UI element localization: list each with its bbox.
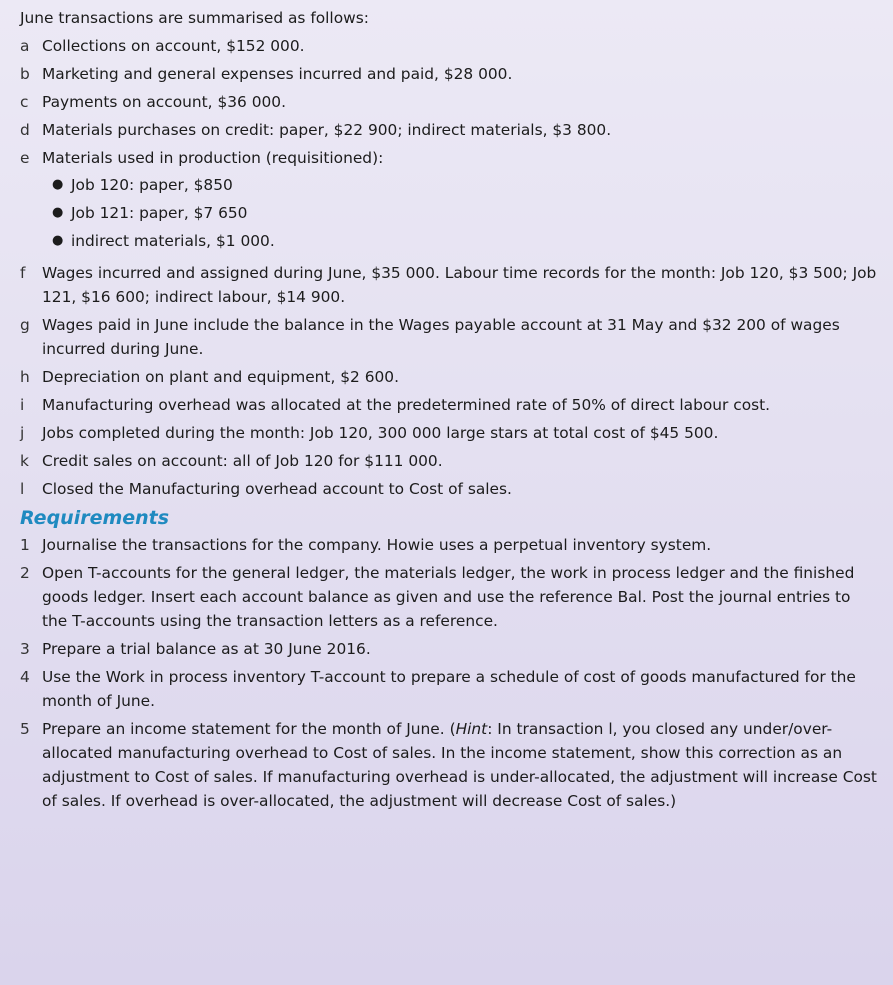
transaction-letter: c <box>20 93 29 111</box>
transaction-item-h <box>20 365 879 389</box>
transaction-body <box>42 146 879 257</box>
requirement-text-part: : In transaction l, you closed any under/over-allocated manufacturing overhead to Cost of sales. In the income statement, show this correction as an adjustment to Cost of sales. If manufacturing overhead is under-allocated, the adjustment will increase Cost of sales. If overhead is over-allocated, the adjustment will decrease Cost of sales.) <box>42 720 877 810</box>
bullet-item <box>42 173 879 197</box>
requirement-item-1 <box>20 533 879 557</box>
transaction-text: Jobs completed during the month: Job 120, 300 000 large stars at total cost of $45 500. <box>42 424 719 442</box>
transaction-item-k <box>20 449 879 473</box>
bullet-list <box>42 173 879 253</box>
transaction-item-g <box>20 313 879 361</box>
transaction-item-c <box>20 90 879 114</box>
requirements-heading: Requirements <box>20 507 170 529</box>
bullet-text: Job 120: paper, $850 <box>71 176 233 194</box>
requirement-item-2 <box>20 561 879 633</box>
transaction-text: Manufacturing overhead was allocated at the predetermined rate of 50% of direct labour cost. <box>42 396 771 414</box>
transaction-text: Collections on account, $152 000. <box>42 37 305 55</box>
requirement-item-5 <box>20 717 879 813</box>
bullet-icon: ● <box>52 233 64 248</box>
requirement-item-3 <box>20 637 879 661</box>
transaction-text: Materials used in production (requisitioned): <box>42 149 384 167</box>
hint-label: Hint <box>455 720 488 738</box>
requirement-text: Prepare a trial balance as at 30 June 2016. <box>42 640 371 658</box>
transaction-letter: b <box>20 65 30 83</box>
requirement-number: 3 <box>20 640 30 658</box>
requirement-text: Journalise the transactions for the company. Howie uses a perpetual inventory system. <box>42 536 712 554</box>
transaction-letter: g <box>20 316 30 334</box>
transaction-item-l <box>20 477 879 501</box>
requirement-number: 1 <box>20 536 30 554</box>
transaction-letter: e <box>20 149 30 167</box>
requirement-text: Use the Work in process inventory T-account to prepare a schedule of cost of goods manufactured for the month of June. <box>42 668 856 710</box>
requirement-number: 4 <box>20 668 30 686</box>
transaction-text: Credit sales on account: all of Job 120 for $111 000. <box>42 452 443 470</box>
transaction-item-j <box>20 421 879 445</box>
transaction-letter: j <box>20 424 25 442</box>
transaction-letter: h <box>20 368 30 386</box>
transaction-letter: k <box>20 452 29 470</box>
requirement-item-4 <box>20 665 879 713</box>
transaction-item-i <box>20 393 879 417</box>
transaction-text: Closed the Manufacturing overhead account to Cost of sales. <box>42 480 512 498</box>
transaction-item-a <box>20 34 879 58</box>
requirement-text: Open T-accounts for the general ledger, the materials ledger, the work in process ledger and the finished goods ledger. Insert each account balance as given and use the reference Bal. Post the journal entries to the T-accounts using the transaction letters as a reference. <box>42 564 855 630</box>
bullet-item <box>42 201 879 225</box>
bullet-icon: ● <box>52 177 64 192</box>
transaction-text: Marketing and general expenses incurred and paid, $28 000. <box>42 65 513 83</box>
transaction-letter: a <box>20 37 30 55</box>
requirements-list <box>20 533 879 813</box>
requirement-number: 5 <box>20 720 30 738</box>
transaction-item-b <box>20 62 879 86</box>
bullet-icon: ● <box>52 205 64 220</box>
transaction-item-f <box>20 261 879 309</box>
requirement-text <box>42 717 879 813</box>
transaction-text: Depreciation on plant and equipment, $2 600. <box>42 368 399 386</box>
transaction-letter: i <box>20 396 25 414</box>
transaction-item-e <box>20 146 879 257</box>
bullet-text: indirect materials, $1 000. <box>71 232 275 250</box>
transaction-text: Payments on account, $36 000. <box>42 93 286 111</box>
transaction-text: Wages paid in June include the balance in the Wages payable account at 31 May and $32 200 of wages incurred during June. <box>42 316 840 358</box>
transaction-letter: d <box>20 121 30 139</box>
transaction-letter: l <box>20 480 25 498</box>
requirement-text-part: Prepare an income statement for the month of June. ( <box>42 720 456 738</box>
intro-text: June transactions are summarised as follows: <box>20 9 369 27</box>
transaction-text: Wages incurred and assigned during June, $35 000. Labour time records for the month: Job 120, $3 500; Job 121, $16 600; indirect labour, $14 900. <box>42 264 877 306</box>
transaction-text: Materials purchases on credit: paper, $22 900; indirect materials, $3 800. <box>42 121 612 139</box>
transaction-item-d <box>20 118 879 142</box>
bullet-item <box>42 229 879 253</box>
transaction-list <box>20 34 879 501</box>
transaction-letter: f <box>20 264 26 282</box>
bullet-text: Job 121: paper, $7 650 <box>71 204 248 222</box>
requirement-number: 2 <box>20 564 30 582</box>
